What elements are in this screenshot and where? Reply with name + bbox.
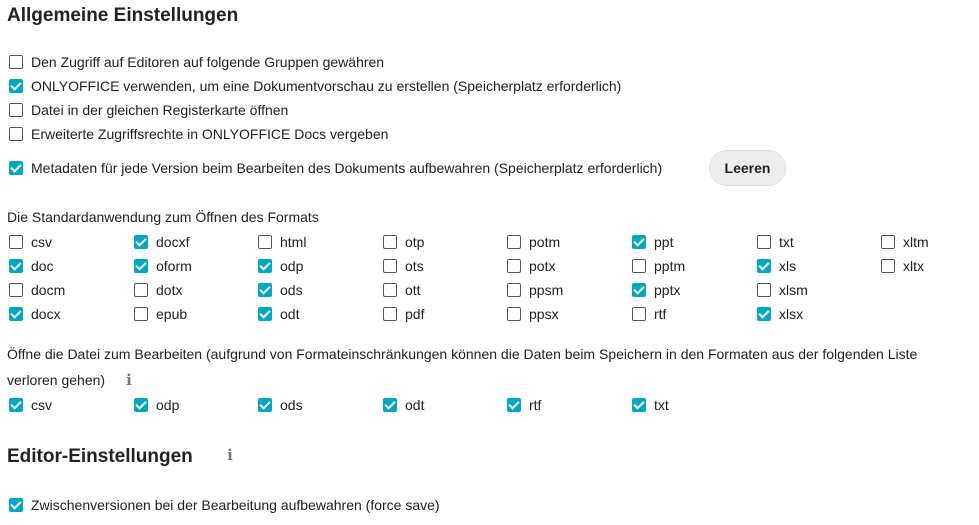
format-option[interactable] — [134, 395, 179, 415]
option-label: Metadaten für jede Version beim Bearbeiten des Dokuments aufbewahren (Speicherplatz erforderlich) — [31, 160, 663, 176]
format-label: otp — [405, 234, 425, 250]
default-app-label: Die Standardanwendung zum Öffnen des Formats — [7, 209, 319, 225]
option-label: Datei in der gleichen Registerkarte öffnen — [31, 102, 289, 118]
checkbox[interactable] — [134, 307, 148, 321]
checkbox[interactable] — [383, 235, 397, 249]
checkbox[interactable] — [258, 235, 272, 249]
format-option[interactable] — [507, 232, 560, 252]
format-option[interactable] — [134, 232, 189, 252]
checkbox[interactable] — [383, 398, 397, 412]
checkbox[interactable] — [632, 235, 646, 249]
format-option[interactable] — [507, 395, 541, 415]
checkbox[interactable] — [757, 283, 771, 297]
format-option[interactable] — [757, 232, 794, 252]
format-label: potx — [529, 258, 556, 274]
format-label: epub — [156, 306, 188, 322]
format-option[interactable] — [881, 232, 929, 252]
checkbox[interactable] — [134, 259, 148, 273]
checkbox[interactable] — [507, 307, 521, 321]
checkbox[interactable] — [134, 398, 148, 412]
format-option[interactable] — [134, 280, 182, 300]
format-option[interactable] — [9, 256, 54, 276]
checkbox[interactable] — [9, 283, 23, 297]
format-option[interactable] — [258, 304, 299, 324]
format-label: oform — [156, 258, 192, 274]
option-label: ONLYOFFICE verwenden, um eine Dokumentvorschau zu erstellen (Speicherplatz erforderlich) — [31, 78, 622, 94]
option-force-save[interactable] — [9, 495, 440, 515]
format-option[interactable] — [9, 232, 52, 252]
checkbox[interactable] — [632, 307, 646, 321]
edit-formats-label-line2: verloren gehen) — [7, 372, 106, 388]
checkbox[interactable] — [507, 259, 521, 273]
format-label: docx — [31, 306, 61, 322]
format-label: potm — [529, 234, 561, 250]
checkbox[interactable] — [383, 307, 397, 321]
format-option[interactable] — [258, 280, 303, 300]
checkbox[interactable] — [9, 498, 23, 512]
option-document-preview[interactable] — [9, 76, 621, 96]
checkbox[interactable] — [383, 283, 397, 297]
info-icon[interactable]: i — [126, 371, 132, 389]
info-icon[interactable]: i — [227, 446, 233, 464]
format-option[interactable] — [507, 304, 559, 324]
checkbox[interactable] — [881, 235, 895, 249]
format-option[interactable] — [383, 280, 421, 300]
checkbox[interactable] — [632, 259, 646, 273]
option-label: Erweiterte Zugriffsrechte in ONLYOFFICE Docs vergeben — [31, 126, 389, 142]
format-option[interactable] — [9, 280, 65, 300]
option-label: Zwischenversionen bei der Bearbeitung aufbewahren (force save) — [31, 497, 440, 513]
checkbox[interactable] — [383, 259, 397, 273]
format-label: rtf — [654, 306, 667, 322]
format-label: pptx — [654, 282, 681, 298]
format-label: docxf — [156, 234, 190, 250]
option-same-tab[interactable] — [9, 100, 288, 120]
checkbox[interactable] — [134, 235, 148, 249]
format-label: html — [280, 234, 307, 250]
checkbox[interactable] — [258, 283, 272, 297]
format-label: ppsx — [529, 306, 559, 322]
format-label: ods — [280, 397, 303, 413]
checkbox[interactable] — [9, 103, 23, 117]
checkbox[interactable] — [632, 283, 646, 297]
format-label: pdf — [405, 306, 425, 322]
format-option[interactable] — [134, 256, 192, 276]
format-option[interactable] — [881, 256, 924, 276]
checkbox[interactable] — [757, 259, 771, 273]
format-label: docm — [31, 282, 66, 298]
format-option[interactable] — [383, 232, 424, 252]
checkbox[interactable] — [258, 307, 272, 321]
format-option[interactable] — [507, 280, 563, 300]
option-label: Den Zugriff auf Editoren auf folgende Gruppen gewähren — [31, 54, 385, 70]
format-label: odp — [280, 258, 304, 274]
checkbox[interactable] — [757, 307, 771, 321]
checkbox[interactable] — [9, 161, 23, 175]
checkbox[interactable] — [507, 283, 521, 297]
checkbox[interactable] — [9, 127, 23, 141]
format-option[interactable] — [134, 304, 187, 324]
checkbox[interactable] — [9, 79, 23, 93]
format-label: dotx — [156, 282, 183, 298]
format-label: rtf — [529, 397, 542, 413]
format-label: xltm — [903, 234, 929, 250]
checkbox[interactable] — [881, 259, 895, 273]
checkbox[interactable] — [9, 259, 23, 273]
checkbox[interactable] — [9, 307, 23, 321]
format-label: pptm — [654, 258, 686, 274]
format-option[interactable] — [757, 304, 803, 324]
format-label: ods — [280, 282, 303, 298]
checkbox[interactable] — [258, 259, 272, 273]
format-option[interactable] — [383, 256, 424, 276]
format-option[interactable] — [632, 395, 669, 415]
format-label: ppsm — [529, 282, 564, 298]
option-version-metadata[interactable] — [9, 158, 662, 178]
format-label: doc — [31, 258, 54, 274]
format-label: ppt — [654, 234, 674, 250]
option-group-access[interactable] — [9, 52, 384, 72]
format-option[interactable] — [383, 304, 424, 324]
checkbox[interactable] — [9, 235, 23, 249]
format-label: txt — [779, 234, 794, 250]
edit-formats-label-line1: Öffne die Datei zum Bearbeiten (aufgrund von Formateinschränkungen können die Daten beim Speichern in den Formaten aus der folgenden Liste — [7, 346, 918, 362]
checkbox[interactable] — [9, 55, 23, 69]
format-label: xlsx — [779, 306, 804, 322]
format-option[interactable] — [258, 395, 303, 415]
format-label: ott — [405, 282, 421, 298]
checkbox[interactable] — [507, 398, 521, 412]
format-option[interactable] — [757, 280, 808, 300]
option-advanced-rights[interactable] — [9, 124, 388, 144]
format-option[interactable] — [258, 256, 303, 276]
checkbox[interactable] — [134, 283, 148, 297]
checkbox[interactable] — [632, 398, 646, 412]
format-option[interactable] — [383, 395, 424, 415]
format-label: csv — [31, 234, 52, 250]
checkbox[interactable] — [757, 235, 771, 249]
format-label: txt — [654, 397, 669, 413]
format-label: odp — [156, 397, 180, 413]
format-option[interactable] — [258, 232, 306, 252]
editor-settings-title: Editor-Einstellungen — [7, 446, 193, 467]
format-option[interactable] — [9, 304, 61, 324]
format-label: xltx — [903, 258, 924, 274]
clear-metadata-button[interactable]: Leeren — [709, 150, 786, 186]
format-option[interactable] — [757, 256, 796, 276]
checkbox[interactable] — [258, 398, 272, 412]
checkbox[interactable] — [507, 235, 521, 249]
format-option[interactable] — [632, 232, 673, 252]
format-label: ots — [405, 258, 424, 274]
format-option[interactable] — [632, 256, 685, 276]
format-label: xlsm — [779, 282, 808, 298]
format-option[interactable] — [507, 256, 555, 276]
format-label: xls — [779, 258, 797, 274]
format-option[interactable] — [9, 395, 52, 415]
checkbox[interactable] — [9, 398, 23, 412]
format-label: odt — [405, 397, 425, 413]
format-option[interactable] — [632, 280, 680, 300]
format-label: odt — [280, 306, 300, 322]
general-settings-title: Allgemeine Einstellungen — [7, 5, 239, 26]
format-label: csv — [31, 397, 52, 413]
format-option[interactable] — [632, 304, 666, 324]
